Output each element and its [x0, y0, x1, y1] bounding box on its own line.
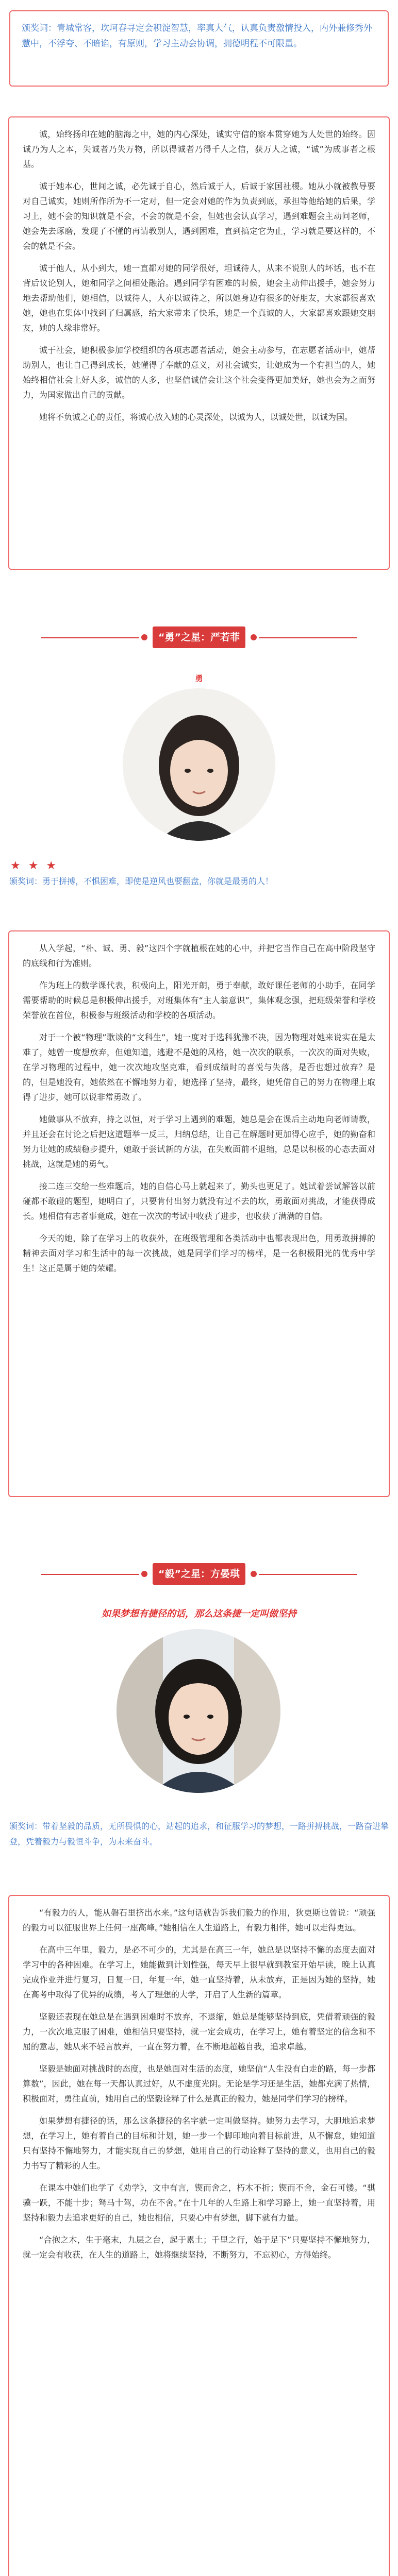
perseverance-motto: 如果梦想有捷径的话，那么这条捷一定叫做坚持 — [102, 1608, 296, 1619]
article-paragraph: 坚毅是她面对挑战时的态度，也是她面对生活的态度，她坚信“人生没有白走的路，每一步都算数”，因此，她在每一天都认真过好，从不虚度光阴。无论是学习还是生活，她都充满了热情，积极面对，勇往直前，她用自己的坚毅诠释了什么是真正的毅力，她是同学们学习的榜样。 — [23, 2064, 375, 2104]
article-paragraph: 诚，始终扬印在她的脑海之中，她的内心深处，诚实守信的察本贯穿她为人处世的始终。因诚乃为人之本，失诚者乃失万物，所以得诚者乃得千人之信，获万人之诚，“诚”为成事者之根基。 — [23, 129, 375, 169]
article-paragraph: 她做事从不放弃，持之以恒，对于学习上遇到的难题，她总是会在课后主动地向老师请教，并且还会在讨论之后把这道题举一反三，归纳总结，让自己在解题时更加得心应手，她的勤奋和努力让她的成绩稳步提升，她敢于尝试新的方法，在失败面前不退缩，总是以积极的心态去面对挑战，这就是她的勇气。 — [23, 1114, 375, 1169]
article-paragraph: 坚毅还表现在她总是在遇到困难时不放弃，不退缩，她总是能够坚持到底，凭借着顽强的毅力，一次次地克服了困难，她相信只要坚持，就一定会成功，在学习上，她有着坚定的信念和不屈的意志，她从来不轻言放弃，一直在努力着，在不断地超越自我，追求卓越。 — [23, 2012, 375, 2052]
award-quote-3: 颁奖词：带着坚毅的品质，无所畏惧的心，站起的追求，和征服学习的梦想，一路拼搏挑战，一路奋进攀登，凭着毅力与毅恒斗争，为未来奋斗。 — [9, 1821, 389, 1846]
article-paragraph: 接二连三交给一些难题后，她的自信心马上就起来了，勤头也更足了。她试着尝试解答以前碰都不敢碰的题型，她明白了，只要肯付出努力就没有过不去的坎，勇敢面对挑战，才能获得成长。她相信有志者事竟成，她在一次次的考试中收获了进步，也收获了满满的自信。 — [23, 1181, 375, 1221]
article-paragraph: “有毅力的人，能从磐石里挤出水来。”这句话就告诉我们毅力的作用，狄更斯也曾说：“顽强的毅力可以征服世界上任何一座高峰。”她相信在人生道路上，有毅力相伴，她可以走得更远。 — [23, 1908, 375, 1933]
article-integrity — [8, 116, 390, 570]
award-quote-2: 颁奖词：勇于拼搏，不惧困难，即使是逆风也要翻盘，你就是最勇的人！ — [9, 876, 274, 886]
article-courage — [8, 930, 390, 1497]
article-perseverance — [8, 1895, 390, 2576]
banner-divider-right — [259, 637, 357, 638]
article-paragraph: 诚于社会，她积极参加学校组织的各项志愿者活动，她会主动参与，在志愿者活动中，她帮助别人，也让自己得到成长，她懂得了奉献的意义，对社会诚实，让她成为一个有担当的人，她始终相信社会上好人多，诚信的人多，也坚信诚信会让这个社会变得更加美好，她也会为之而努力，为国家做出自己的贡献。 — [23, 345, 375, 400]
section-banner-courage — [0, 617, 398, 658]
article-paragraph: 从入学起，“朴、诚、勇、毅”这四个字就植根在她的心中，并把它当作自己在高中阶段坚守的底线和行为准则。 — [23, 943, 375, 968]
student-portrait-courage — [123, 688, 275, 841]
student-name-courage: 勇 — [195, 674, 203, 683]
portrait-illustration — [117, 1629, 280, 1793]
banner-divider-right — [259, 1574, 357, 1575]
article-paragraph: 诚于他人，从小到大，她一直都对她的同学很好，坦诚待人，从来不说别人的坏话，也不在背后议论别人，她和同学之间相处融洽。遇到同学有困难的时候，她会主动伸出援手，她会努力地去帮助他们，她相信，以诚待人，人亦以诚待之，所以她身边有很多的好朋友，大家都很喜欢她，她也在集体中找到了归属感，给大家带来了快乐，她是一个真诚的人，大家都喜欢跟她交朋友，她的人缘非常好。 — [23, 263, 375, 333]
article-paragraph: 如果梦想有捷径的话，那么这条捷径的名字就一定叫做坚持。她努力去学习，大胆地追求梦想，在学习上，她有着自己的目标和计划，她一步一个脚印地向着目标前进，从不懈怠，她知道只有坚持不懈地努力，才能实现自己的梦想，她用自己的行动诠释了坚持的意义，也用自己的毅力书写了精彩的人生。 — [23, 2116, 375, 2171]
award-quote-1: 颁奖词：青城常客，坎坷春寻定会积淀智慧，率真大气，认真负责激情投入，内外兼修秀外慧中，不浮夸、不暗谄，有原则，学习主动会协调，拥德明程不可限量。 — [22, 23, 372, 49]
article-paragraph: 诚于她本心，世间之诚，必先诚于自心，然后诚于人，后诚于家国社稷。她从小就被教导要对自己诚实，她则所作所为不一定对，但一定会对她的作为负责到底，承担等他给她的后果，学习上，她不会的知识就是不会，不会的就是不会，但她也会认真学习，遇到难题会主动问老师，她会先去琢磨，发现了不懂的再请教别人，遇到困难，直到搞定它为止，学习就是要这样的，不会的就是不会。 — [23, 181, 375, 251]
article-paragraph: 对于一个被“物理”歌谈的“文科生”，她一度对于选科犹豫不决，因为物理对她来说实在是太难了，她曾一度想放弃，但她知道，逃避不是她的风格，她一次次的联系，一次次的面对失败，在学习物理的过程中，她一次次地攻坚克难，看到成绩时的喜悦与失落，是否也想过放弃？是的，但是她没有，她依然在不懈地努力着，她选择了坚持，最终，她凭借自己的努力在物理上取得了进步，她可以说非常勇敢了。 — [23, 1032, 375, 1102]
decorative-stars: ★ ★ ★ — [10, 859, 59, 872]
article-paragraph: 作为班上的数学课代表，积极向上，阳光开朗，勇于奉献，敢好课任老师的小助手，在同学需要帮助的时候总是积极伸出援手，对班集体有“主人翁意识”，集体观念强，把班级荣誉和学校荣誉放在首位，积极参与班级活动和学校的各项活动。 — [23, 980, 375, 1020]
article-paragraph: 她将不负诚之心的责任，将诚心放入她的心灵深处，以诚为人，以诚处世，以诚为国。 — [39, 412, 353, 422]
banner-divider-left — [41, 637, 139, 638]
award-quote-box-1 — [9, 10, 389, 87]
section-title-perseverance: “毅”之星：方晏琪 — [153, 1563, 245, 1585]
student-portrait-perseverance — [117, 1629, 280, 1793]
section-title-courage: “勇”之星：严若菲 — [153, 626, 245, 648]
article-paragraph: 今天的她，除了在学习上的收获外，在班级管理和各类活动中也都表现出色，用勇敢拼搏的精神去面对学习和生活中的每一次挑战，她是同学们学习的榜样，是一名积极阳光的优秀中学生！这正是属于她的荣耀。 — [23, 1233, 375, 1273]
portrait-illustration — [123, 688, 275, 841]
section-banner-perseverance — [0, 1554, 398, 1595]
article-paragraph: 在课本中她们也学了《劝学》，文中有言，锲而舍之，朽木不折；锲而不舍，金石可镂。“骐骥一跃，不能十步；驽马十驾，功在不舍。”在十几年的人生路上和学习路上，她一直坚持着，用坚持和毅力去追求更好的自己，她也相信，只要心中有梦想，脚下就有力量。 — [23, 2183, 375, 2223]
article-paragraph: 在高中三年里，毅力，是必不可少的，尤其是在高三一年，她总是以坚持不懈的态度去面对学习中的各种困难。在学习上，她能做到计划性强，每天早上很早就到教室开始早读，晚上认真完成作业并进行复习，日复一日，年复一年，她一直坚持着，从未放弃，正是因为她的坚持，她在高考中取得了优异的成绩，考入了理想的大学，开启了人生新的篇章。 — [23, 1945, 375, 1999]
article-paragraph: “合抱之木，生于毫末，九层之台，起于累土；千里之行，始于足下”只要坚持不懈地努力，就一定会有收获，在人生的道路上，她将继续坚持，不断努力，不忘初心，方得始终。 — [23, 2235, 375, 2260]
banner-divider-left — [41, 1574, 139, 1575]
